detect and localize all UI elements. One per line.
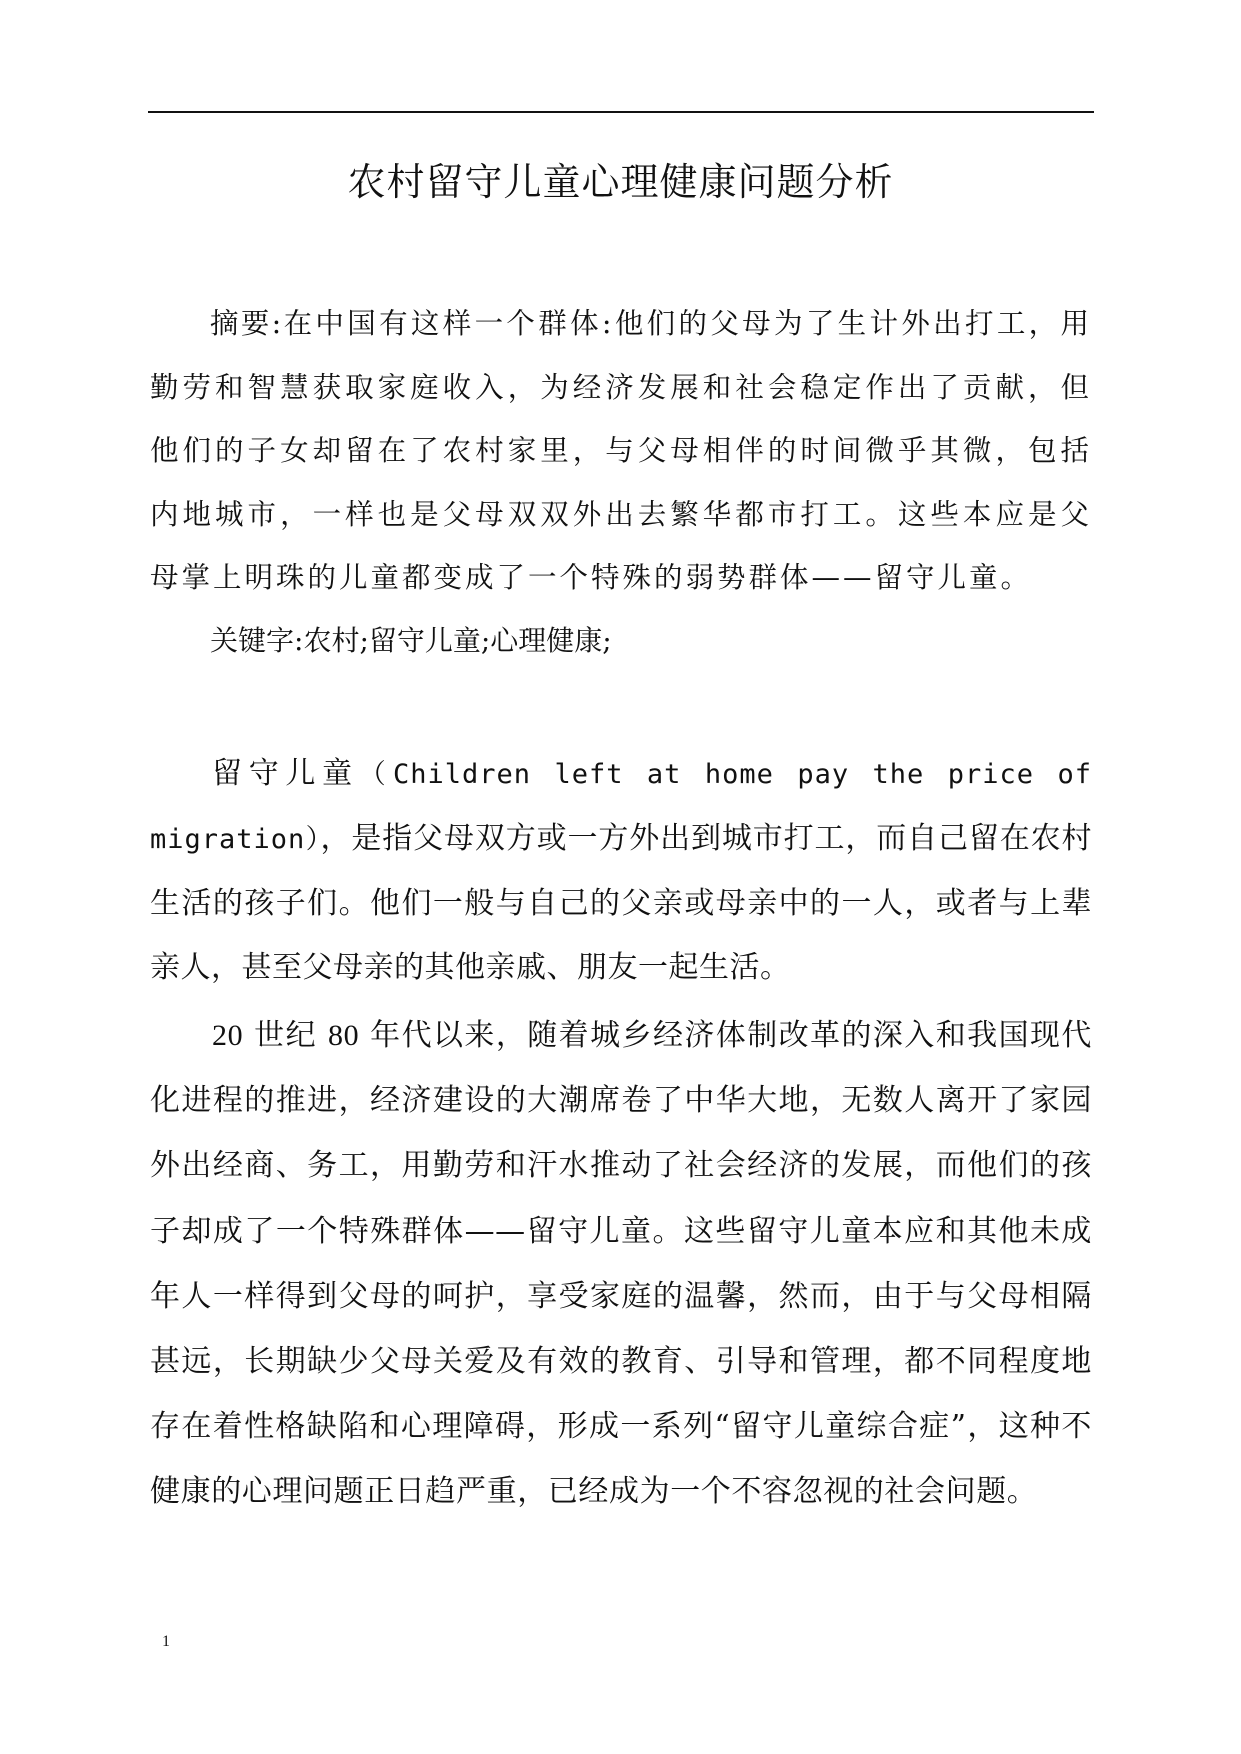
para2-century: 20 [212,1019,244,1052]
para2-decade: 80 [327,1019,360,1052]
para2-text-1: 世纪 [254,1018,318,1053]
para1-text: ，是指父母双方或一方外出到城市打工，而自己留在农村生活的孩子们。他们一般与自己的父亲或母亲中的一人，或者与上辈亲人，甚至父母亲的其他亲戚、朋友一起生活。 [150,821,1092,985]
abstract-text: 在中国有这样一个群体:他们的父母为了生计外出打工，用勤劳和智慧获取家庭收入，为经济发展和社会稳定作出了贡献，但他们的子女却留在了农村家里，与父母相伴的时间微乎其微，包括内地城市，一样也是父母双双外出去繁华都市打工。这些本应是父母掌上明珠的儿童都变成了一个特殊的弱势群体——留守儿童。 [150,307,1092,595]
para1-english-term: （Children left at home pay the price of migration） [150,759,1092,855]
abstract-paragraph [150,292,1092,610]
para1-term: 留守儿童 [212,756,359,791]
body-paragraph-definition [150,742,1092,1000]
keywords-text: 农村;留守儿童;心理健康; [303,624,612,657]
body-paragraph-background [150,1003,1092,1525]
keywords-line [150,611,1092,671]
keywords-label: 关键字: [210,624,304,657]
page-number: 1 [162,1633,170,1650]
header-rule [148,111,1094,113]
document-title: 农村留守儿童心理健康问题分析 [347,160,894,204]
para2-text-2: 年代以来，随着城乡经济体制改革的深入和我国现代化进程的推进，经济建设的大潮席卷了中华大地，无数人离开了家园外出经商、务工，用勤劳和汗水推动了社会经济的发展，而他们的孩子却成了一个特殊群体——留守儿童。这些留守儿童本应和其他未成年人一样得到父母的呵护，享受家庭的温馨，然而，由于与父母相隔甚远，长期缺少父母关爱及有效的教育、引导和管理，都不同程度地存在着性格缺陷和心理障碍，形成一系列“留守儿童综合症”，这种不健康的心理问题正日趋严重，已经成为一个不容忽视的社会问题。 [150,1018,1093,1510]
abstract-label: 摘要: [210,307,284,340]
